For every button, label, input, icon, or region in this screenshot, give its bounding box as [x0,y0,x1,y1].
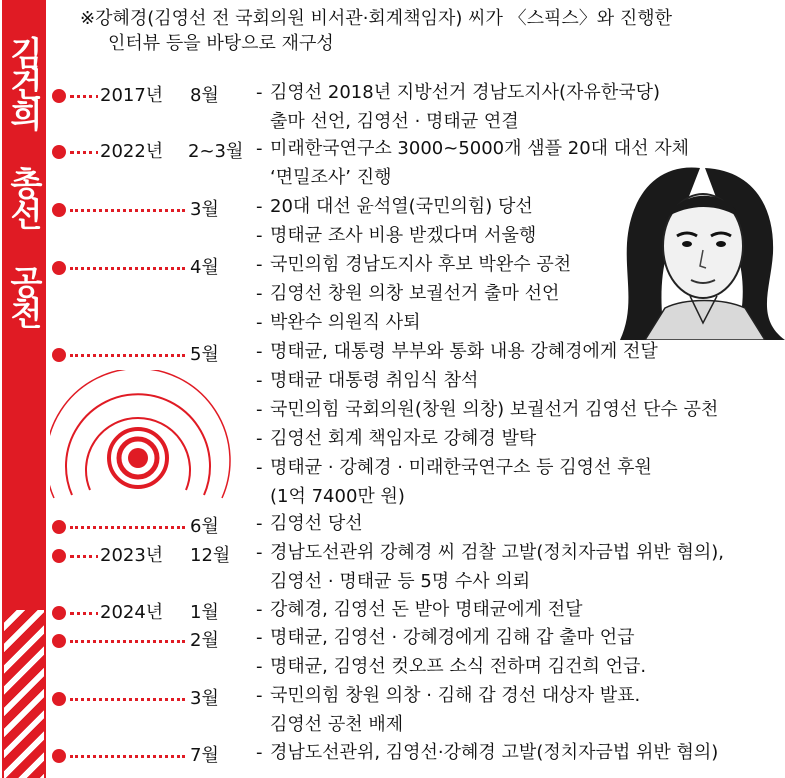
timeline-event-text: 출마 선언, 김영선 · 명태균 연결 [270,111,519,132]
timeline-event-text: 명태균 조사 비용 받겠다며 서울행 [270,225,537,246]
timeline-dot [52,145,66,159]
timeline-event-text: 명태균 대통령 취임식 참석 [270,370,479,391]
timeline-leader [70,755,185,758]
timeline-event-text: 경남도선관위 강혜경 씨 검찰 고발(정치자금법 위반 혐의), [270,542,725,563]
timeline-leader [70,95,100,98]
event-bullet: - [256,82,263,103]
timeline-month: 5월 [188,342,221,368]
timeline-dot [52,549,66,563]
timeline-event-text: 김영선 공천 배제 [270,714,404,735]
timeline-event-text: 강혜경, 김영선 돈 받아 명태균에게 전달 [270,599,583,620]
timeline-dot [52,749,66,763]
timeline-event [256,252,571,278]
timeline-leader [70,267,185,270]
timeline-event-text: 명태균, 김영선 · 강혜경에게 김해 갑 출마 언급 [270,627,635,648]
timeline-event-text: 김영선 회계 책임자로 강혜경 발탁 [270,428,537,449]
side-title: 김건희 총선 공천 [5,35,44,327]
timeline-event [256,625,634,651]
timeline-event [256,654,646,680]
timeline-dot [52,348,66,362]
event-bullet: - [256,685,263,706]
timeline-month: 3월 [188,197,221,223]
timeline-month: 2월 [188,628,221,654]
timeline-month: 8월 [188,83,221,109]
timeline-event [256,368,478,394]
source-note [80,6,672,56]
timeline-leader [70,151,100,154]
timeline-dot [52,261,66,275]
timeline-event-text: 미래한국연구소 3000~5000개 샘플 20대 대선 자체 [270,138,690,159]
timeline-event-text: 김영선 창원 의창 보궐선거 출마 선언 [270,283,560,304]
timeline-event [256,397,718,423]
source-note-line1: ※강혜경(김영선 전 국회의원 비서관·회계책임자) 씨가 〈스픽스〉와 진행한 [80,8,673,29]
timeline-month: 2~3월 [186,139,245,165]
event-bullet: - [256,428,263,449]
timeline-leader [70,209,185,212]
timeline-event [256,136,689,162]
timeline-leader [70,555,100,558]
portrait-illustration [605,158,785,340]
timeline-leader [70,354,185,357]
timeline-dot [52,89,66,103]
event-bullet: - [256,225,263,246]
timeline-event [256,339,658,365]
timeline-year: 2024년 [98,600,165,626]
event-bullet: - [256,599,263,620]
timeline-event [256,194,533,220]
timeline-dot [52,634,66,648]
timeline-event-text: 국민의힘 창원 의창 · 김해 갑 경선 대상자 발표. [270,685,641,706]
timeline-event-text: 김영선 2018년 지방선거 경남도지사(자유한국당) [270,82,661,103]
event-bullet: - [256,542,263,563]
timeline-leader [70,698,185,701]
timeline-event [256,80,660,106]
event-bullet: - [256,196,263,217]
timeline-event [256,281,559,307]
event-bullet: - [256,283,263,304]
side-title-bar [0,0,50,778]
timeline-year: 2022년 [98,139,165,165]
event-bullet: - [256,312,263,333]
timeline-event [256,597,583,623]
timeline-leader [70,612,100,615]
event-bullet: - [256,138,263,159]
timeline-event-text: 명태균, 대통령 부부와 통화 내용 강혜경에게 전달 [270,341,658,362]
event-bullet: - [256,399,263,420]
timeline-leader [70,526,185,529]
timeline-month: 6월 [188,514,221,540]
event-bullet: - [256,742,263,763]
timeline-dot [52,606,66,620]
timeline-month: 4월 [188,255,221,281]
timeline-event [270,109,519,135]
timeline-event [256,310,421,336]
timeline-event-text: 김영선 당선 [270,513,363,534]
timeline-event [270,165,392,191]
timeline-event [256,740,718,766]
timeline-leader [70,640,185,643]
timeline-year: 2017년 [98,83,165,109]
timeline-event-text: 국민의힘 국회의원(창원 의창) 보궐선거 김영선 단수 공천 [270,399,719,420]
event-bullet: - [256,341,263,362]
timeline-month: 3월 [188,686,221,712]
source-note-line2: 인터뷰 등을 바탕으로 재구성 [108,33,334,54]
timeline-month: 7월 [188,743,221,769]
timeline-event-text: 명태균, 김영선 컷오프 소식 전하며 김건희 언급. [270,656,647,677]
timeline-event-text: 경남도선관위, 김영선·강혜경 고발(정치자금법 위반 혐의) [270,742,719,763]
timeline-event-text: 박완수 의원직 사퇴 [270,312,421,333]
timeline-event-text: 20대 대선 윤석열(국민의힘) 당선 [270,196,533,217]
timeline-event-text: (1억 7400만 원) [270,486,405,507]
event-bullet: - [256,370,263,391]
timeline-event [256,511,363,537]
timeline-event [270,712,403,738]
timeline-event [256,540,724,566]
timeline-event-text: ‘면밀조사’ 진행 [270,167,392,188]
timeline-dot [52,692,66,706]
timeline-event [270,484,405,510]
timeline-event-text: 김영선 · 명태균 등 5명 수사 의뢰 [270,571,531,592]
timeline-month: 12월 [188,543,232,569]
event-bullet: - [256,513,263,534]
event-bullet: - [256,254,263,275]
timeline-event-text: 명태균 · 강혜경 · 미래한국연구소 등 김영선 후원 [270,457,652,478]
timeline-event-text: 국민의힘 경남도지사 후보 박완수 공천 [270,254,572,275]
timeline-event [270,569,530,595]
timeline-dot [52,520,66,534]
timeline-event [256,426,536,452]
timeline-year: 2023년 [98,543,165,569]
timeline-event [256,683,640,709]
timeline-month: 1월 [188,600,221,626]
timeline-event [256,223,536,249]
timeline-dot [52,203,66,217]
event-bullet: - [256,627,263,648]
timeline-row [0,514,785,542]
event-bullet: - [256,457,263,478]
event-bullet: - [256,656,263,677]
timeline-event [256,455,652,481]
